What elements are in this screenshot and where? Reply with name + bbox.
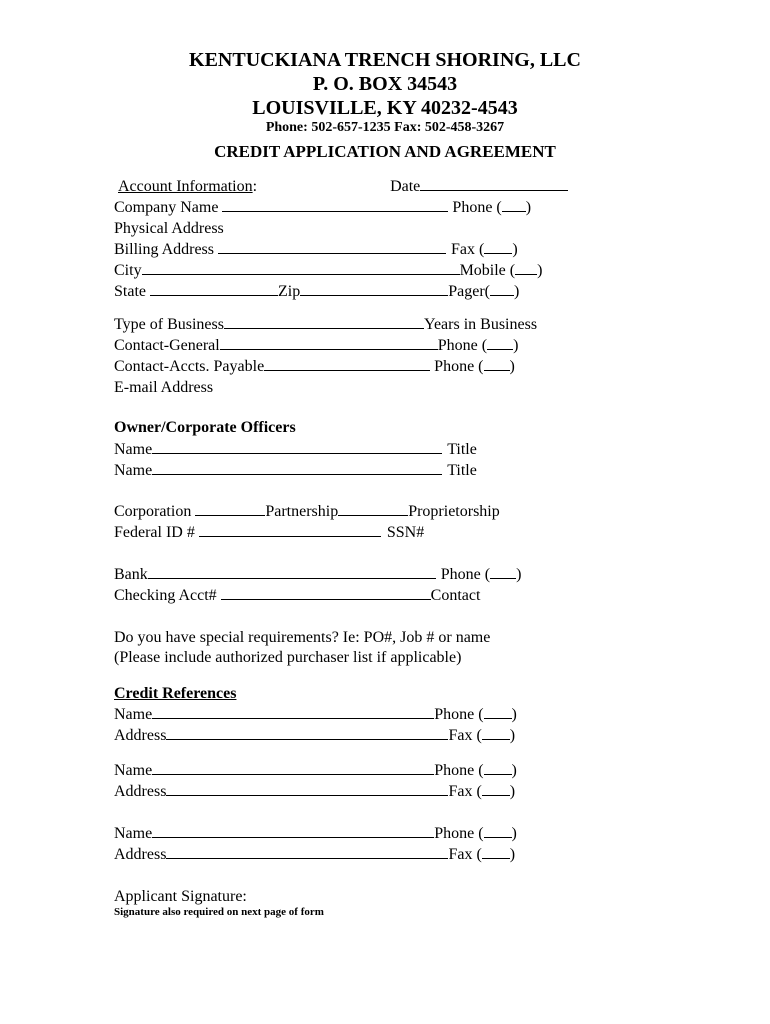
- date-label: Date: [390, 178, 421, 195]
- type-of-business-row: [114, 314, 656, 334]
- proprietorship-label: Proprietorship: [408, 503, 500, 520]
- contact-accts-phone-area[interactable]: [484, 356, 510, 371]
- federal-id-label: Federal ID #: [114, 524, 195, 541]
- federal-id-field[interactable]: [199, 522, 381, 537]
- date-field[interactable]: [420, 176, 568, 191]
- company-name: KENTUCKIANA TRENCH SHORING, LLC: [189, 49, 581, 71]
- reference-paren-close: ): [511, 825, 517, 842]
- email-row: [114, 377, 656, 397]
- account-info-row: [114, 176, 656, 196]
- zip-label: Zip: [278, 283, 301, 300]
- reference-address-label: Address: [114, 727, 167, 744]
- reference-address-field[interactable]: [166, 844, 448, 859]
- checking-field[interactable]: [221, 585, 431, 600]
- company-contact: Phone: 502-657-1235 Fax: 502-458-3267: [265, 120, 505, 135]
- bank-label: Bank: [114, 566, 148, 583]
- type-of-business-field[interactable]: [224, 314, 424, 329]
- bank-phone-area[interactable]: [490, 564, 516, 579]
- reference-name-label: Name: [114, 706, 153, 723]
- contact-general-row: [114, 335, 656, 355]
- officer-title-label: Title: [447, 441, 477, 458]
- contact-general-field[interactable]: [220, 335, 438, 350]
- reference-phone-label: Phone (: [434, 706, 484, 723]
- reference-address-row: [114, 725, 656, 745]
- contact-accts-label: Contact-Accts. Payable: [114, 358, 265, 375]
- reference-name-label: Name: [114, 762, 153, 779]
- reference-fax-label: Fax (: [448, 727, 482, 744]
- pager-label: Pager(: [448, 283, 490, 300]
- fax-area-field[interactable]: [484, 239, 512, 254]
- type-of-business-label: Type of Business: [114, 316, 224, 333]
- account-info-heading: Account Information: [118, 178, 253, 195]
- city-row: [114, 260, 656, 280]
- bank-field[interactable]: [148, 564, 436, 579]
- signature-label: Applicant Signature:: [114, 888, 247, 905]
- form-title: CREDIT APPLICATION AND AGREEMENT: [214, 142, 556, 161]
- physical-address-label: Physical Address: [114, 220, 224, 237]
- reference-paren-close: ): [509, 783, 516, 800]
- contact-accts-row: [114, 356, 656, 376]
- contact-general-phone-label: Phone (: [437, 337, 488, 354]
- federal-id-row: [114, 522, 648, 542]
- fax-label: Fax (: [451, 241, 485, 258]
- billing-address-label: Billing Address: [114, 241, 215, 258]
- officer-name-label: Name: [114, 462, 153, 479]
- officer-name-field[interactable]: [152, 460, 442, 475]
- contact-general-paren-close: ): [513, 337, 519, 354]
- reference-name-row: [114, 760, 656, 780]
- fax-paren-close: ): [512, 241, 518, 258]
- contact-accts-field[interactable]: [264, 356, 430, 371]
- ssn-label: SSN#: [386, 524, 425, 541]
- reference-name-label: Name: [114, 825, 153, 842]
- city-label: City: [114, 262, 142, 279]
- phone-label: Phone (: [452, 199, 502, 216]
- reference-name-row: [114, 704, 656, 724]
- reference-phone-label: Phone (: [434, 762, 484, 779]
- reference-paren-close: ): [509, 846, 516, 863]
- reference-fax-area[interactable]: [482, 725, 510, 740]
- company-name-label: Company Name: [114, 199, 219, 216]
- corporation-label: Corporation: [114, 503, 192, 520]
- years-in-business-label: Years in Business: [423, 316, 538, 333]
- reference-name-field[interactable]: [152, 704, 434, 719]
- reference-name-row: [114, 823, 656, 843]
- officer-row: [114, 439, 656, 459]
- credit-references-heading: Credit References: [114, 685, 237, 702]
- reference-fax-label: Fax (: [448, 783, 482, 800]
- physical-address-row: [114, 218, 656, 238]
- officer-name-label: Name: [114, 441, 153, 458]
- reference-phone-area[interactable]: [484, 760, 512, 775]
- contact-general-phone-area[interactable]: [487, 335, 513, 350]
- reference-name-field[interactable]: [152, 760, 434, 775]
- bank-contact-label: Contact: [430, 587, 481, 604]
- reference-phone-area[interactable]: [484, 704, 512, 719]
- po-box: P. O. BOX 34543: [312, 73, 458, 95]
- reference-paren-close: ): [511, 762, 517, 779]
- checking-row: [114, 585, 656, 605]
- special-requirements-note: (Please include authorized purchaser list if applicable): [114, 649, 462, 666]
- phone-area-field[interactable]: [502, 197, 526, 212]
- reference-fax-area[interactable]: [482, 844, 510, 859]
- officer-name-field[interactable]: [152, 439, 442, 454]
- company-name-row: [114, 197, 656, 217]
- signature-row: [114, 886, 656, 906]
- partnership-label: Partnership: [265, 503, 339, 520]
- partnership-field[interactable]: [338, 501, 408, 516]
- reference-fax-label: Fax (: [448, 846, 482, 863]
- reference-name-field[interactable]: [152, 823, 434, 838]
- reference-address-row: [114, 781, 656, 801]
- reference-address-field[interactable]: [166, 781, 448, 796]
- reference-address-label: Address: [114, 783, 167, 800]
- contact-general-label: Contact-General: [114, 337, 220, 354]
- reference-paren-close: ): [511, 706, 517, 723]
- contact-accts-phone-label: Phone (: [434, 358, 484, 375]
- officer-row: [114, 460, 656, 480]
- officer-title-label: Title: [447, 462, 477, 479]
- signature-note: Signature also required on next page of form: [114, 906, 324, 918]
- bank-phone-label: Phone (: [440, 566, 491, 583]
- state-zip-row: [114, 281, 656, 301]
- reference-address-label: Address: [114, 846, 167, 863]
- billing-address-field[interactable]: [218, 239, 446, 254]
- company-name-field[interactable]: [222, 197, 448, 212]
- special-requirements-row: [114, 627, 656, 647]
- reference-paren-close: ): [509, 727, 516, 744]
- bank-row: [114, 564, 656, 584]
- mobile-paren-close: ): [537, 262, 543, 279]
- account-info-colon: :: [252, 178, 258, 195]
- reference-phone-area[interactable]: [484, 823, 512, 838]
- officers-heading: Owner/Corporate Officers: [114, 419, 296, 436]
- mobile-label: Mobile (: [459, 262, 516, 279]
- reference-address-field[interactable]: [166, 725, 448, 740]
- reference-phone-label: Phone (: [434, 825, 484, 842]
- reference-address-row: [114, 844, 656, 864]
- city-state-zip: LOUISVILLE, KY 40232-4543: [252, 97, 518, 119]
- city-field[interactable]: [142, 260, 460, 275]
- checking-label: Checking Acct#: [114, 587, 217, 604]
- mobile-area-field[interactable]: [515, 260, 537, 275]
- state-label: State: [114, 283, 146, 300]
- phone-paren-close: ): [525, 199, 532, 216]
- pager-area-field[interactable]: [490, 281, 514, 296]
- reference-fax-area[interactable]: [482, 781, 510, 796]
- bank-paren-close: ): [516, 566, 522, 583]
- pager-paren-close: ): [513, 283, 520, 300]
- email-label: E-mail Address: [114, 379, 214, 396]
- contact-accts-paren-close: ): [509, 358, 515, 375]
- zip-field[interactable]: [300, 281, 448, 296]
- billing-address-row: [114, 239, 656, 259]
- business-type-row: [114, 501, 594, 521]
- state-field[interactable]: [150, 281, 278, 296]
- corporation-field[interactable]: [195, 501, 265, 516]
- special-requirements-label: Do you have special requirements? Ie: PO#, Job # or name: [114, 629, 491, 646]
